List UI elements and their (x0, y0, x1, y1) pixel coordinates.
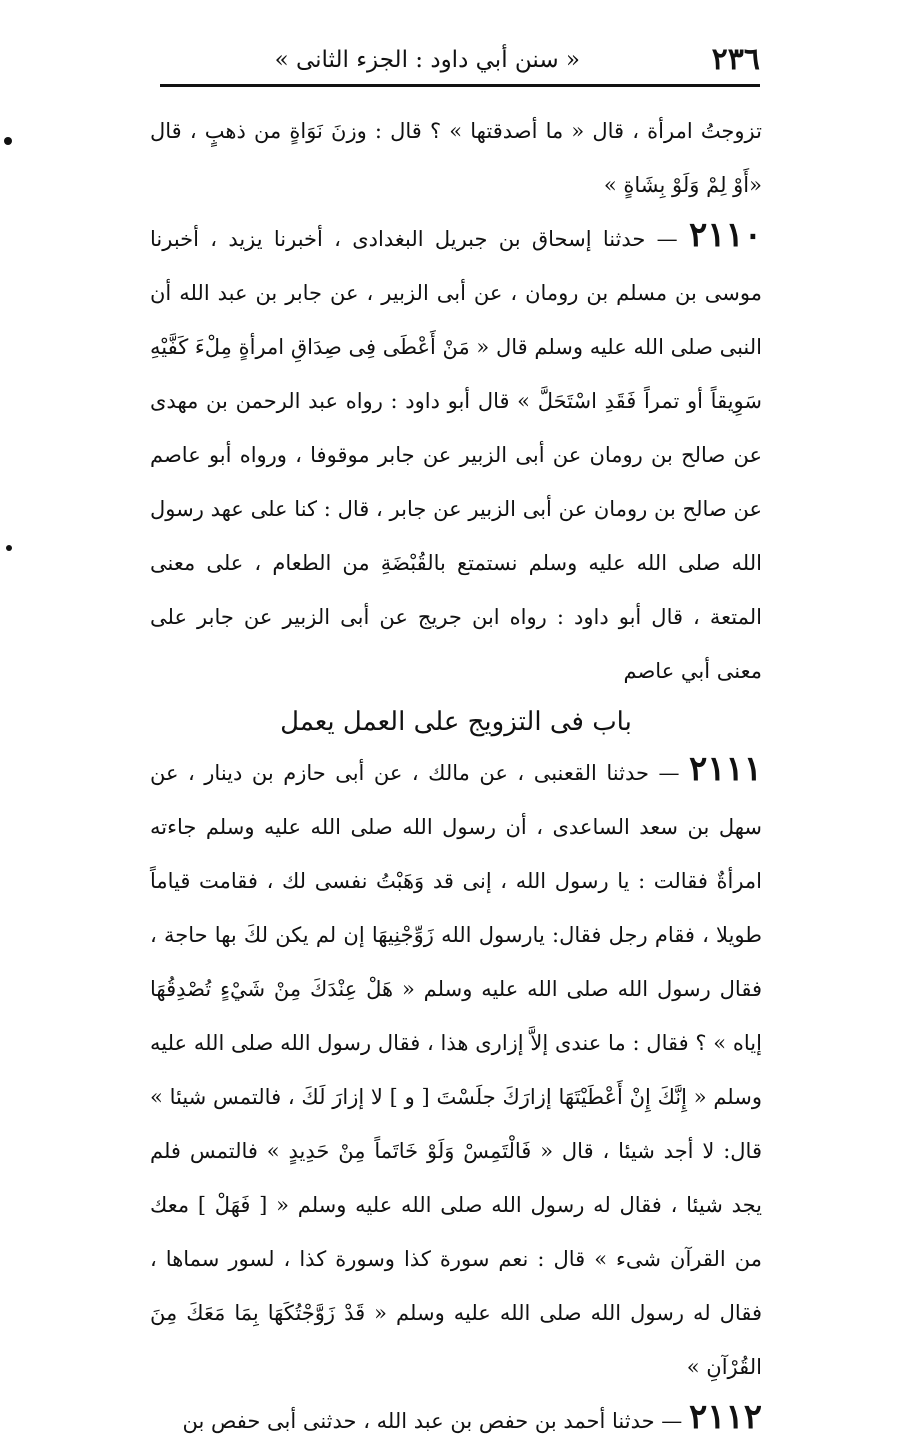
running-header (160, 42, 760, 78)
hadith-paragraph (150, 104, 762, 212)
hadith-text: — حدثنا القعنبى ، عن مالك ، عن أبى حازم بن دينار ، عن سهل بن سعد الساعدى ، أن رسول الله صلى الله عليه وسلم جاءته امرأةٌ فقالت : يا رسول الله ، إنى قد وَهَبْتُ نفسى لك ، فقامت قياماً طويلا ، فقام رجل فقال: يارسول الله زَوِّجْنِيهَا إن لم يكن لكَ بها حاجة ، فقال رسول الله صلى الله عليه وسلم « هَلْ عِنْدَكَ مِنْ شَيْءٍ تُصْدِقُهَا إياه » ؟ فقال : ما عندى إلاَّ إزارى هذا ، فقال رسول الله صلى الله عليه وسلم « إِنَّكَ إِنْ أَعْطَيْتَهَا إزارَكَ جلَسْتَ [ و ] لا إزارَ لَكَ ، فالتمس شيئا » قال: لا أجد شيئا ، قال « فَالْتَمِسْ وَلَوْ خَاتَماً مِنْ حَدِيدٍ » فالتمس فلم يجد شيئا ، فقال له رسول الله صلى الله عليه وسلم « [ فَهَلْ ] معك من القرآن شىء » قال : نعم سورة كذا وسورة كذا ، لسور سماها ، فقال له رسول الله صلى الله عليه وسلم « قَدْ زَوَّجْتُكَهَا بِمَا مَعَكَ مِنَ القُرْآنِ » (150, 761, 762, 1379)
page-number: ٢٣٦ (711, 42, 760, 77)
hadith-text: تزوجتُ امرأة ، قال « ما أصدقتها » ؟ قال : وزنَ نَوَاةٍ من ذهبٍ ، قال «أَوْ لِمْ وَلَوْ بِشَاةٍ » (150, 119, 762, 197)
hadith-number: ٢١١٠ (688, 215, 762, 255)
chapter-title: باب فى التزويج على العمل يعمل (280, 707, 632, 737)
hadith-number: ٢١١٢ (688, 1397, 762, 1437)
header-rule (160, 84, 760, 87)
hadith-text: — حدثنا إسحاق بن جبريل البغدادى ، أخبرنا يزيد ، أخبرنا موسى بن مسلم بن رومان ، عن أبى الزبير ، عن جابر بن عبد الله أن النبى صلى الله عليه وسلم قال « مَنْ أَعْطَى فِى صِدَاقِ امرأةٍ مِلْءَ كَفَّيْهِ سَوِيقاً أو تمراً فَقَدِ اسْتَحَلَّ » قال أبو داود : رواه عبد الرحمن بن مهدى عن صالح بن رومان عن أبى الزبير عن جابر موقوفا ، ورواه أبو عاصم عن صالح بن رومان عن أبى الزبير عن جابر ، قال : كنا على عهد رسول الله صلى الله عليه وسلم نستمتع بالقُبْضَةِ من الطعام ، على معنى المتعة ، قال أبو داود : رواه ابن جريج عن أبى الزبير عن جابر على معنى أبي عاصم (150, 227, 762, 683)
hadith-text: — حدثنا أحمد بن حفص بن عبد الله ، حدثنى أبى حفص بن (182, 1409, 689, 1433)
hadith-paragraph (150, 1394, 762, 1448)
margin-ink-mark (6, 545, 12, 551)
page-body (150, 104, 762, 1448)
hadith-paragraph (150, 212, 762, 698)
hadith-number: ٢١١١ (688, 749, 762, 789)
margin-ink-mark (4, 137, 12, 145)
header-title: « سنن أبي داود : الجزء الثانى » (274, 47, 580, 73)
